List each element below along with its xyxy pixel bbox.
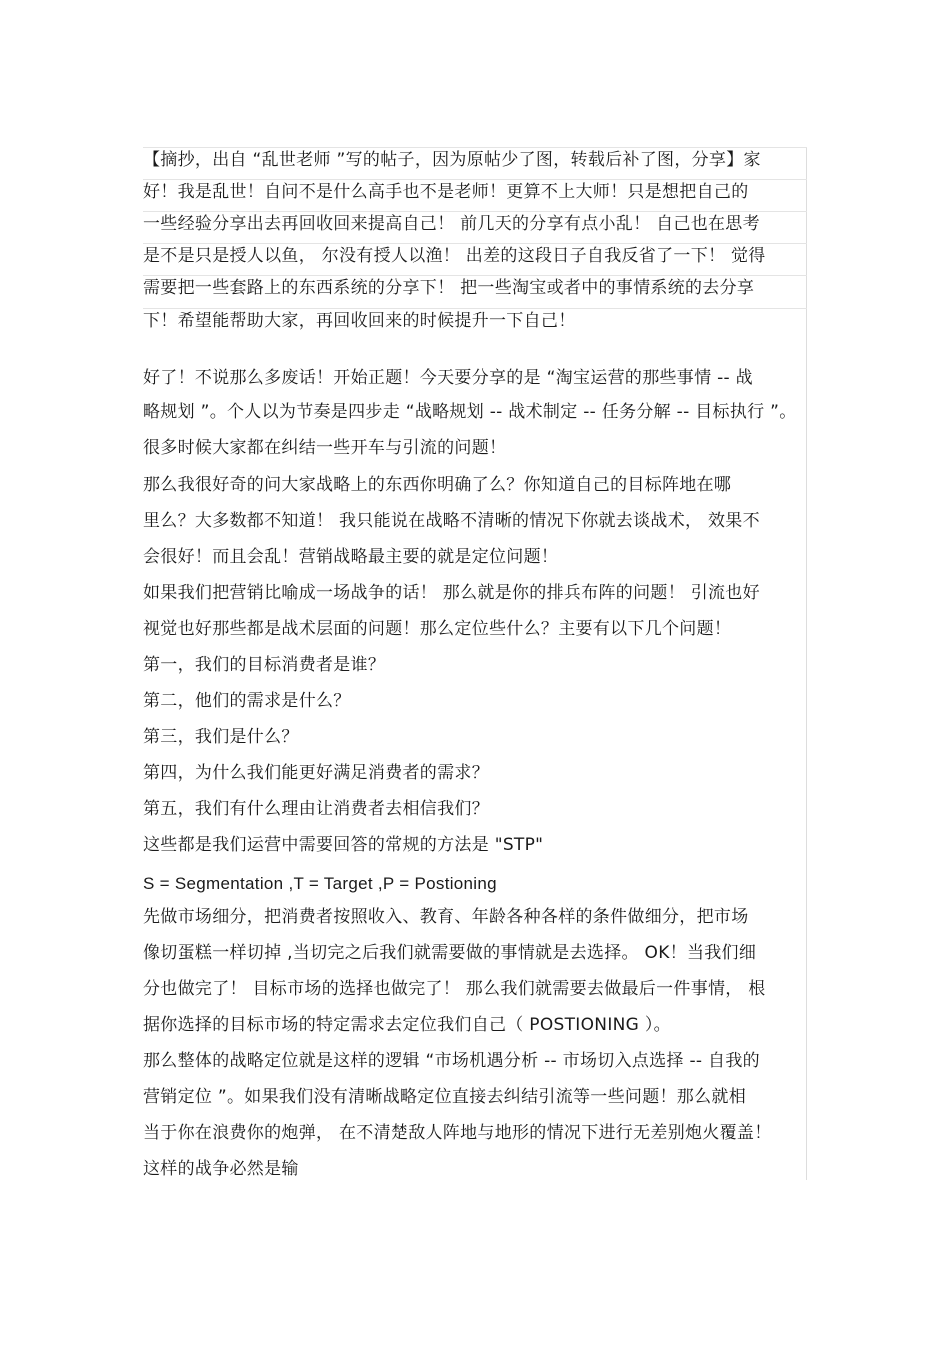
text-line: 第二，他们的需求是什么？ xyxy=(143,691,351,711)
text-line: 好了！不说那么多废话！开始正题！今天要分享的是 “淘宝运营的那些事情 -- 战 xyxy=(143,368,753,388)
text-line: 先做市场细分，把消费者按照收入、教育、年龄各种各样的条件做细分，把市场 xyxy=(143,907,749,927)
text-line: 据你选择的目标市场的特定需求去定位我们自己（ POSTIONING ）。 xyxy=(143,1015,671,1035)
text-line: 那么整体的战略定位就是这样的逻辑 “市场机遇分析 -- 市场切入点选择 -- 自我的 xyxy=(143,1051,760,1071)
text-line: 这样的战争必然是输 xyxy=(143,1159,299,1179)
text-line: 第五，我们有什么理由让消费者去相信我们？ xyxy=(143,799,489,819)
text-line: 一些经验分享出去再回收回来提高自己！ 前几天的分享有点小乱！ 自己也在思考 xyxy=(143,211,807,236)
text-line: 很多时候大家都在纠结一些开车与引流的问题！ xyxy=(143,438,507,458)
text-line: 视觉也好那些都是战术层面的问题！那么定位些什么？主要有以下几个问题！ xyxy=(143,619,732,639)
text-line: 第四，为什么我们能更好满足消费者的需求？ xyxy=(143,763,489,783)
text-line: 下！希望能帮助大家，再回收回来的时候提升一下自己！ xyxy=(143,308,807,333)
text-line: 当于你在浪费你的炮弹， 在不清楚敌人阵地与地形的情况下进行无差别炮火覆盖！ xyxy=(143,1123,772,1143)
text-line: 分也做完了！ 目标市场的选择也做完了！ 那么我们就需要去做最后一件事情， 根 xyxy=(143,979,766,999)
text-line: 需要把一些套路上的东西系统的分享下！ 把一些淘宝或者中的事情系统的去分享 xyxy=(143,275,807,300)
text-line: S = Segmentation ,T = Target ,P = Postioning xyxy=(143,874,497,893)
text-line: 营销定位 ”。如果我们没有清晰战略定位直接去纠结引流等一些问题！那么就相 xyxy=(143,1087,747,1107)
text-line: 第三，我们是什么？ xyxy=(143,727,299,747)
text-line: 如果我们把营销比喻成一场战争的话！ 那么就是你的排兵布阵的问题！ 引流也好 xyxy=(143,583,760,603)
text-line: 略规划 ”。个人以为节奏是四步走 “战略规划 -- 战术制定 -- 任务分解 -- 目标执行 ”。 xyxy=(143,402,797,422)
text-line: 里么？大多数都不知道！ 我只能说在战略不清晰的情况下你就去谈战术， 效果不 xyxy=(143,511,760,531)
text-line: 第一，我们的目标消费者是谁？ xyxy=(143,655,386,675)
text-line: 这些都是我们运营中需要回答的常规的方法是 "STP" xyxy=(143,835,544,855)
text-line: 【摘抄，出自 “乱世老师 ”写的帖子，因为原帖少了图，转载后补了图，分享】家 xyxy=(143,147,807,172)
text-line: 那么我很好奇的问大家战略上的东西你明确了么？你知道自己的目标阵地在哪 xyxy=(143,475,732,495)
text-line: 好！我是乱世！自问不是什么高手也不是老师！更算不上大师！只是想把自己的 xyxy=(143,179,807,204)
text-line: 是不是只是授人以鱼， 尔没有授人以渔！ 出差的这段日子自我反省了一下！ 觉得 xyxy=(143,243,807,268)
text-line: 像切蛋糕一样切掉 ,当切完之后我们就需要做的事情就是去选择。 OK！当我们细 xyxy=(143,943,757,963)
text-line: 会很好！而且会乱！营销战略最主要的就是定位问题！ xyxy=(143,547,559,567)
